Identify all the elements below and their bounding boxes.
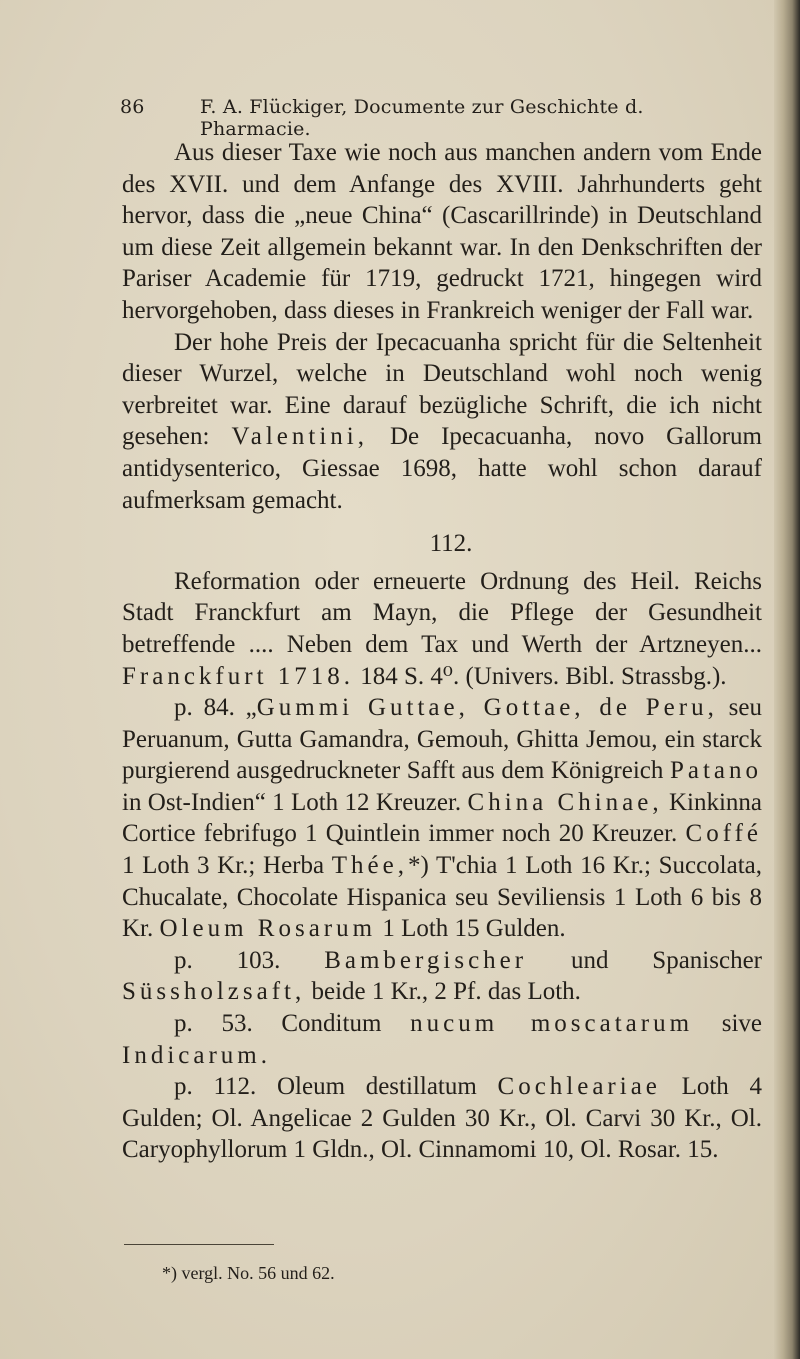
p4-text-f: *) T'chia 1 Loth 16 Kr.; Succolata, Chucalate, Chocolate Hispanica seu Seviliensis 1 Loth 6 bis 8 Kr. <box>122 852 763 943</box>
page-edge-shadow <box>774 0 800 1359</box>
p2-author-name: Valentini, <box>231 423 368 451</box>
p3-text-a: Reformation oder erneuerte Ordnung des Heil. Reichs Stadt Franckfurt am Mayn, die Pflege der Gesundheit betreffende .... Neben dem Tax und Werth der Artzneyen... <box>122 567 762 658</box>
p5-suessholzsaft: Süssholzsaft, <box>122 978 306 1006</box>
p5-text-b: und Spanischer <box>527 946 762 974</box>
p6-nucum-moscatarum: nucum moscatarum <box>410 1010 694 1038</box>
p6-text-b: sive <box>693 1010 762 1038</box>
body-text <box>122 137 762 1166</box>
paragraph-1: Aus dieser Taxe wie noch aus manchen andern vom Ende des XVII. und dem Anfange des XVIII. Jahrhunderts geht hervor, dass die „neue China“ (Cascarillrinde) in Deutschland um diese Zeit allgemein bekannt war. In den Denkschriften der Pariser Academie für 1719, gedruckt 1721, hingegen wird hervorgehoben, dass dieses in Frankreich weniger der Fall war. <box>122 139 762 324</box>
p6-text-a: p. 53. Conditum <box>174 1010 411 1038</box>
p4-china-chinae: China Chinae, <box>467 788 663 816</box>
footnote-divider <box>124 1244 274 1245</box>
p3-place: Franckfurt 1718. <box>122 662 355 690</box>
paragraph-3 <box>122 566 762 692</box>
p5-text-c: beide 1 Kr., 2 Pf. das Loth. <box>305 978 581 1006</box>
p7-cochleariae: Cochleariae <box>497 1073 661 1101</box>
p4-coffe: Coffé <box>685 820 762 848</box>
p4-patano: Patano <box>669 757 762 785</box>
p5-text-a: p. 103. <box>174 946 325 974</box>
p4-oleum-rosarum: Oleum Rosarum <box>159 915 377 943</box>
p5-bambergischer: Bambergischer <box>324 946 528 974</box>
p2-text-a: Der hohe Preis der Ipecacuanha spricht für die Seltenheit dieser Wurzel, welche in Deutschland wohl noch wenig verbreitet war. Eine darauf bezügliche Schrift, die ich nicht gesehen: <box>122 328 762 451</box>
p4-text-e: 1 Loth 3 Kr.; Herba <box>122 852 332 880</box>
p4-text-a: p. 84. „ <box>174 694 257 722</box>
p6-indicarum: Indicarum. <box>122 1041 271 1069</box>
p4-text-b: seu Peruanum, Gutta Gamandra, Gemouh, Ghitta Jemou, ein starck purgierend ausgedruckneter Safft aus dem Königreich <box>122 694 762 785</box>
running-header <box>120 96 760 140</box>
p7-text-a: p. 112. Oleum destillatum <box>174 1073 498 1101</box>
paragraph-5 <box>122 945 762 1008</box>
p4-thee: Thée, <box>331 852 408 880</box>
p4-text-c: in Ost-Indien“ 1 Loth 12 Kreuzer. <box>122 788 468 816</box>
paragraph-7 <box>122 1071 762 1166</box>
p4-gummi-guttae: Gummi Guttae, Gottae, de Peru, <box>256 694 718 722</box>
p7-text-b: Loth 4 Gulden; Ol. Angelicae 2 Gulden 30 Kr., Ol. Carvi 30 Kr., Ol. Caryophyllorum 1 Gldn., Ol. Cinnamomi 10, Ol. Rosar. 15. <box>122 1073 763 1164</box>
paragraph-4 <box>122 692 762 945</box>
p3-text-b: 184 S. 4⁰. (Univers. Bibl. Strassbg.). <box>354 662 727 690</box>
p2-text-b: De Ipecacuanha, novo Gallorum antidysenterico, Giessae 1698, hatte wohl schon darauf aufmerksam gemacht. <box>122 423 762 514</box>
running-title: F. A. Flückiger, Documente zur Geschichte d. Pharmacie. <box>200 96 644 140</box>
footnote: *) vergl. No. 56 und 62. <box>162 1263 335 1283</box>
section-number: 112. <box>429 530 473 558</box>
p4-text-d: Kinkinna Cortice febrifugo 1 Quintlein immer noch 20 Kreuzer. <box>122 788 762 848</box>
page-number: 86 <box>120 96 145 118</box>
paragraph-2 <box>122 327 762 517</box>
p4-text-g: 1 Loth 15 Gulden. <box>376 915 566 943</box>
paragraph-6 <box>122 1008 762 1071</box>
